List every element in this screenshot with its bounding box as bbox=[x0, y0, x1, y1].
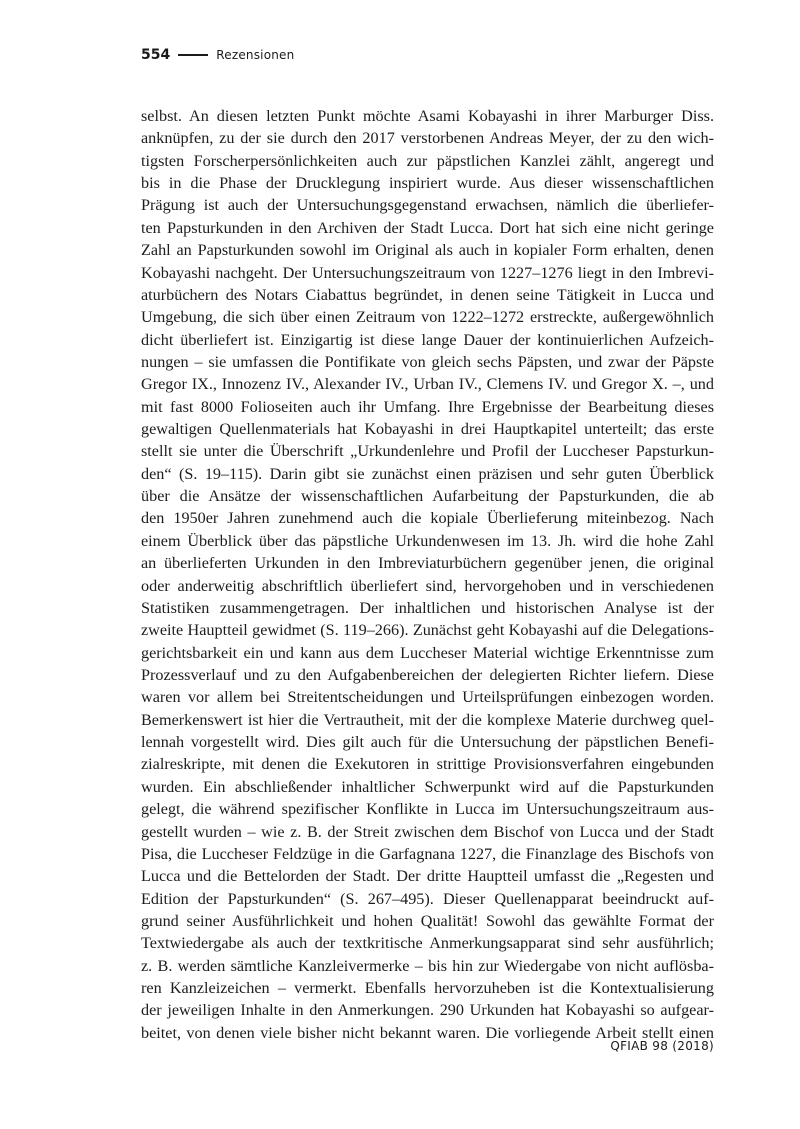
text-line: gerichtsbarkeit ein und kann aus dem Luccheser Material wichtige Erkenntnisse zum bbox=[141, 643, 714, 662]
text-line: selbst. An diesen letzten Punkt möchte Asami Kobayashi in ihrer Marburger Diss. bbox=[141, 107, 714, 125]
text-line: gewaltigen Quellenmaterials hat Kobayashi in drei Hauptkapitel unterteilt; das erste bbox=[141, 420, 714, 439]
text-line: Textwiedergabe als auch der textkritische Anmerkungsapparat sind sehr ausführlich; bbox=[141, 934, 714, 953]
journal-footer: QFIAB 98 (2018) bbox=[610, 1039, 714, 1053]
text-line: gestellt wurden – wie z. B. der Streit zwischen dem Bischof von Lucca und der Stadt bbox=[141, 822, 714, 841]
text-line: tigsten Forscherpersönlichkeiten auch zur päpstlichen Kanzlei zählt, angeregt und bbox=[141, 151, 714, 170]
text-line: Prozessverlauf und zu den Aufgabenbereichen der delegierten Richter liefern. Diese bbox=[141, 665, 714, 684]
text-line: ten Papsturkunden in den Archiven der Stadt Lucca. Dort hat sich eine nicht geringe bbox=[141, 218, 714, 237]
text-line: den“ (S. 19–115). Darin gibt sie zunächst einen präzisen und sehr guten Überblick bbox=[141, 464, 714, 483]
text-line: bis in die Phase der Drucklegung inspiriert wurde. Aus dieser wissenschaftlichen bbox=[141, 174, 714, 193]
text-line: über die Ansätze der wissenschaftlichen Aufarbeitung der Papsturkunden, die ab bbox=[141, 487, 714, 506]
text-line: z. B. werden sämtliche Kanzleivermerke – bis hin zur Wiedergabe von nicht auflösba- bbox=[141, 956, 714, 975]
text-line: wurden. Ein abschließender inhaltlicher Schwerpunkt wird auf die Papsturkunden bbox=[141, 777, 714, 796]
text-line: waren vor allem bei Streitentscheidungen und Urteilsprüfungen einbezogen worden. bbox=[141, 688, 714, 707]
text-line: dicht überliefert ist. Einzigartig ist diese lange Dauer der kontinuierlichen Aufzeich- bbox=[141, 330, 714, 349]
text-line: beitet, von denen viele bisher nicht bekannt waren. Die vorliegende Arbeit stellt einen bbox=[141, 1023, 714, 1042]
text-line: der jeweiligen Inhalte in den Anmerkungen. 290 Urkunden hat Kobayashi so aufgear- bbox=[141, 1001, 714, 1020]
header-dash-rule bbox=[178, 54, 208, 56]
text-line: stellt sie unter die Überschrift „Urkundenlehre und Profil der Luccheser Papsturkun- bbox=[141, 442, 714, 461]
text-line: Statistiken zusammengetragen. Der inhaltlichen und historischen Analyse ist der bbox=[141, 598, 714, 617]
text-line: an überlieferten Urkunden in den Imbreviaturbüchern gegenüber jenen, die original bbox=[141, 554, 714, 573]
text-line: nungen – sie umfassen die Pontifikate von gleich sechs Päpsten, und zwar der Päpste bbox=[141, 352, 714, 371]
section-title: Rezensionen bbox=[216, 48, 295, 62]
text-line: Bemerkenswert ist hier die Vertrautheit, mit der die komplexe Materie durchweg quel- bbox=[141, 710, 714, 729]
text-line: grund seiner Ausführlichkeit und hohen Qualität! Sowohl das gewählte Format der bbox=[141, 911, 714, 930]
text-line: Umgebung, die sich über einen Zeitraum von 1222–1272 erstreckte, außergewöhnlich bbox=[141, 308, 714, 327]
text-line: mit fast 8000 Folioseiten auch ihr Umfang. Ihre Ergebnisse der Bearbeitung dieses bbox=[141, 397, 714, 416]
text-line: gelegt, die während spezifischer Konflikte in Lucca im Untersuchungszeitraum aus- bbox=[141, 800, 714, 819]
text-line: Pisa, die Luccheser Feldzüge in die Garfagnana 1227, die Finanzlage des Bischofs von bbox=[141, 844, 714, 863]
body-text bbox=[141, 105, 714, 1044]
text-line: den 1950er Jahren zunehmend auch die kopiale Überlieferung miteinbezog. Nach bbox=[141, 509, 714, 528]
running-header bbox=[141, 44, 294, 66]
text-line: zweite Hauptteil gewidmet (S. 119–266). Zunächst geht Kobayashi auf die Delegations- bbox=[141, 621, 714, 640]
text-line: Lucca und die Bettelorden der Stadt. Der dritte Hauptteil umfasst die „Regesten und bbox=[141, 867, 714, 886]
text-line: einem Überblick über das päpstliche Urkundenwesen im 13. Jh. wird die hohe Zahl bbox=[141, 531, 714, 550]
text-line: Prägung ist auch der Untersuchungsgegenstand erwachsen, nämlich die überliefer- bbox=[141, 196, 714, 215]
text-line: lennah vorgestellt wird. Dies gilt auch für die Untersuchung der päpstlichen Benefi- bbox=[141, 733, 714, 752]
text-line: zialreskripte, mit denen die Exekutoren in strittige Provisionsverfahren eingebunden bbox=[141, 755, 714, 774]
text-line: Edition der Papsturkunden“ (S. 267–495). Dieser Quellenapparat beeindruckt auf- bbox=[141, 889, 714, 908]
text-line: anknüpfen, zu der sie durch den 2017 verstorbenen Andreas Meyer, der zu den wich- bbox=[141, 129, 714, 148]
text-line: oder anderweitig abschriftlich überliefert sind, hervorgehoben und in verschiedenen bbox=[141, 576, 714, 595]
text-line: Zahl an Papsturkunden sowohl im Original als auch in kopialer Form erhalten, denen bbox=[141, 241, 714, 260]
text-line: aturbüchern des Notars Ciabattus begründet, in denen seine Tätigkeit in Lucca und bbox=[141, 285, 714, 304]
text-line: Gregor IX., Innozenz IV., Alexander IV., Urban IV., Clemens IV. und Gregor X. –, und bbox=[141, 375, 714, 394]
text-line: ren Kanzleizeichen – vermerkt. Ebenfalls hervorzuheben ist die Kontextualisierung bbox=[141, 979, 714, 998]
text-line: Kobayashi nachgeht. Der Untersuchungszeitraum von 1227–1276 liegt in den Imbrevi- bbox=[141, 263, 714, 282]
page-number: 554 bbox=[141, 47, 171, 63]
